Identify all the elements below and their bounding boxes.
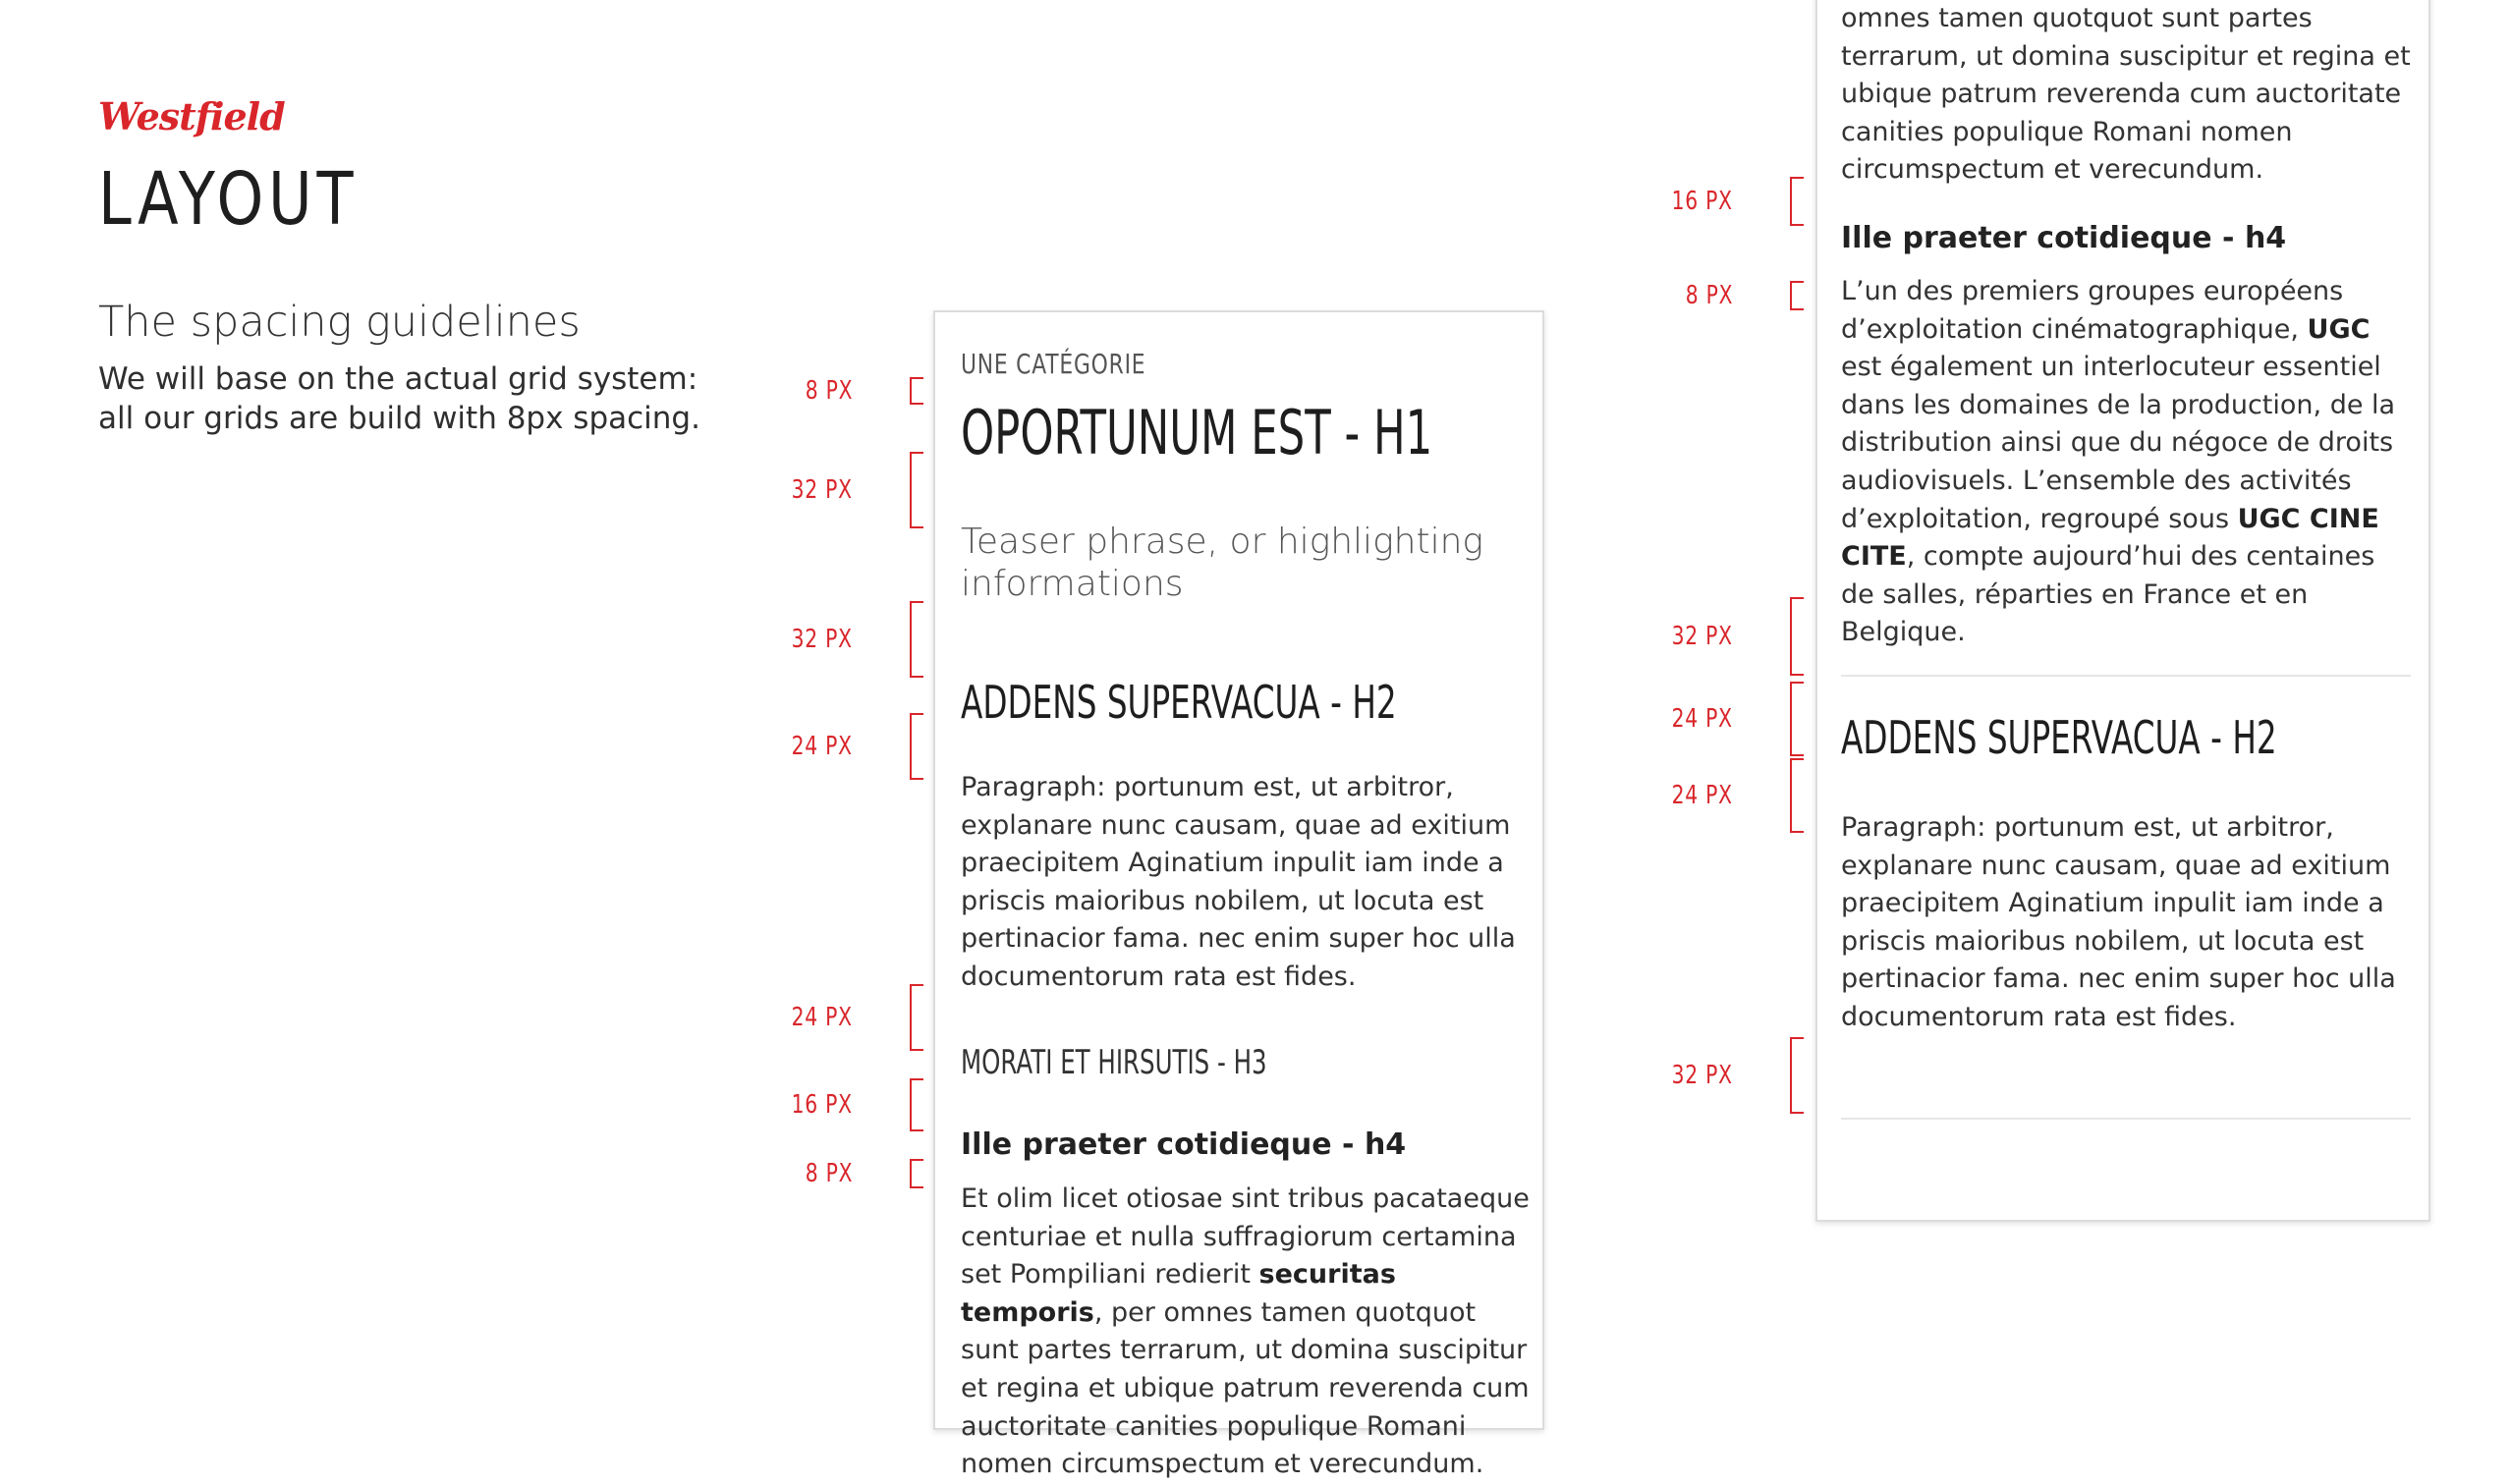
spacing-marker: 32 PX — [865, 452, 923, 528]
heading-h3: MORATI ET HIRSUTIS - H3 — [961, 1043, 1267, 1082]
spacing-marker: 32 PX — [865, 601, 923, 678]
westfield-logo: Westfield — [98, 94, 285, 138]
teaser-text: Teaser phrase, or highlighting informations — [961, 522, 1484, 604]
body-text-top: omnes tamen quotquot sunt partes terrarum, ut domina suscipitur et regina et ubique patrum reverenda cum auctoritate canities populique Romani nomen circumspectum et verecundum. — [1841, 3, 2411, 186]
heading-h2: ADDENS SUPERVACUA - H2 — [961, 676, 1397, 729]
spacing-marker: 24 PX — [865, 713, 923, 780]
ugc-paragraph: L’un des premiers groupes européens d’exploitation cinématographique, UGC est également un interlocuteur essentiel dans les domaines de la production, de la distribution ainsi que du négoce de droits audiovisuels. L’ensemble des activités d’exploitation, regroupé sous UGC CINE CITE, compte aujourd’hui des centaines de salles, réparties en France et en Belgique. — [1841, 276, 2396, 648]
section-description: We will base on the actual grid system: all our grids are build with 8px spacing. — [98, 361, 700, 436]
category-label: UNE CATÉGORIE — [961, 348, 1146, 380]
spacing-marker: 16 PX — [865, 1078, 923, 1131]
section-title: The spacing guidelines — [98, 298, 581, 347]
spacing-marker: 24 PX — [865, 984, 923, 1051]
heading-h1: OPORTUNUM EST - H1 — [961, 397, 1433, 468]
paragraph-text: Paragraph: portunum est, ut arbitror, explanare nunc causam, quae ad exitium praecipitem Aginatium inpulit iam inde a priscis maioribus nobilem, ut locuta est pertinacior fama. nec enim super hoc ulla documentorum rata est fides. — [961, 772, 1516, 992]
heading-h2: ADDENS SUPERVACUA - H2 — [1841, 711, 2277, 764]
paragraph-text: Paragraph: portunum est, ut arbitror, explanare nunc causam, quae ad exitium praecipitem Aginatium inpulit iam inde a priscis maioribus nobilem, ut locuta est pertinacior fama. nec enim super hoc ulla documentorum rata est fides. — [1841, 812, 2396, 1032]
content-card-example-2 — [1815, 0, 2430, 1222]
content-card-example-1 — [933, 310, 1544, 1480]
spacing-marker: 8 PX — [865, 377, 923, 405]
spacing-marker: 8 PX — [1745, 281, 1804, 310]
body-text: Et olim licet otiosae sint tribus pacataeque centuriae et nulla suffragiorum certamina set Pompiliani redierit securitas temporis, per omnes tamen quotquot sunt partes terrarum, ut domina suscipitur et regina et ubique patrum reverenda cum auctoritate canities populique Romani nomen circumspectum et verecundum. — [961, 1183, 1530, 1480]
spacing-marker: 32 PX — [1745, 1037, 1804, 1114]
heading-h4: Ille praeter cotidieque - h4 — [1841, 221, 2287, 255]
heading-h4: Ille praeter cotidieque - h4 — [961, 1127, 1407, 1162]
spacing-marker: 16 PX — [1745, 177, 1804, 226]
section-divider — [1841, 675, 2411, 677]
page-title: LAYOUT — [98, 157, 359, 242]
spacing-marker: 24 PX — [1745, 682, 1804, 756]
spacing-marker: 24 PX — [1745, 758, 1804, 833]
spacing-marker: 8 PX — [865, 1159, 923, 1188]
section-divider — [1841, 1118, 2411, 1120]
spacing-marker: 32 PX — [1745, 597, 1804, 676]
